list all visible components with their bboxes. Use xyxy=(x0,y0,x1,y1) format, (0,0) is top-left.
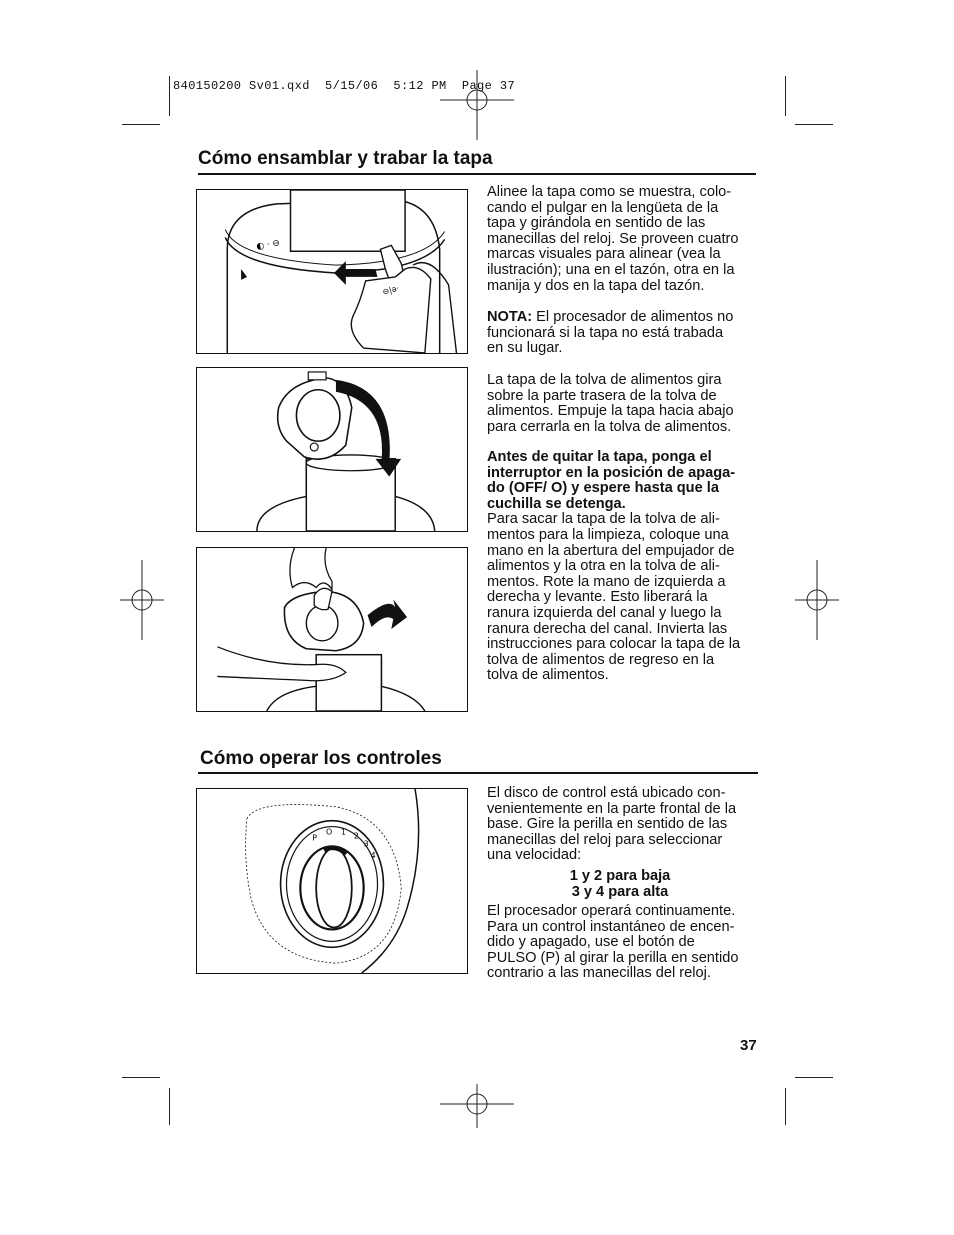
text-line: manija y dos en la tapa del tazón. xyxy=(487,277,705,294)
dial-label-2: 2 xyxy=(353,831,359,841)
text-line: mentos para la limpieza, coloque una xyxy=(487,526,729,543)
text-line: ranura derecha del canal. Invierta las xyxy=(487,620,728,637)
speed-settings xyxy=(540,869,700,900)
text-line: instrucciones para colocar la tapa de la xyxy=(487,636,741,653)
text-line: alimentos. Empuje la tapa hacia abajo xyxy=(487,403,734,420)
text-line: Alinee la tapa como se muestra, colo- xyxy=(487,184,732,200)
paragraph-align-lid xyxy=(487,185,738,294)
text-line: contrario a las manecillas del reloj. xyxy=(487,965,711,982)
text-line: derecha y levante. Esto liberará la xyxy=(487,589,708,606)
paragraph-note xyxy=(487,310,733,357)
paragraph-chute-lid xyxy=(487,373,734,435)
paragraph-pulse xyxy=(487,904,738,982)
dial-label-o: O xyxy=(326,827,333,837)
speed-low: 1 y 2 para baja xyxy=(569,868,671,884)
text-line: El disco de control está ubicado con- xyxy=(487,785,726,801)
text-line: alimentos y la otra en la tolva de ali- xyxy=(487,558,720,575)
dial-label-1: 1 xyxy=(340,827,346,837)
text-line: sobre la parte trasera de la tolva de xyxy=(487,387,717,404)
text-line: tapa y girándola en sentido de las xyxy=(487,215,706,232)
registration-mark-bottom xyxy=(440,1084,514,1128)
warning-line: cuchilla se detenga. xyxy=(487,495,626,512)
svg-text:◐ · ⊖: ◐ · ⊖ xyxy=(255,238,281,253)
section-rule-lid xyxy=(198,173,756,175)
text-line: mentos. Rote la mano de izquierda a xyxy=(487,573,726,590)
figure-align-lid xyxy=(196,189,468,354)
paragraph-remove-lid xyxy=(487,450,740,684)
text-line: Para un control instantáneo de encen- xyxy=(487,918,735,935)
text-line: dido y apagado, use el botón de xyxy=(487,934,695,951)
text-line: La tapa de la tolva de alimentos gira xyxy=(487,372,722,388)
text-line: manecillas del reloj. Se proveen cuatro xyxy=(487,230,739,247)
text-line: una velocidad: xyxy=(487,847,582,864)
speed-high: 3 y 4 para alta xyxy=(571,883,669,900)
registration-mark-left xyxy=(120,560,164,640)
dial-label-4: 4 xyxy=(370,851,376,861)
figure-control-dial xyxy=(196,788,468,974)
section-heading-lid: Cómo ensamblar y trabar la tapa xyxy=(198,148,493,169)
text-line: base. Gire la perilla en sentido de las xyxy=(487,816,728,833)
text-line: El procesador operará continuamente. xyxy=(487,903,736,919)
text-line: marcas visuales para alinear (vea la xyxy=(487,246,721,263)
text-line: en su lugar. xyxy=(487,340,563,357)
warning-line: interruptor en la posición de apaga- xyxy=(487,464,736,481)
section-rule-controls xyxy=(198,772,758,774)
paragraph-control-dial xyxy=(487,786,736,864)
dial-label-p: P xyxy=(312,833,317,843)
text-line: PULSO (P) al girar la perilla en sentido xyxy=(487,949,739,966)
text-line: funcionará si la tapa no está trabada xyxy=(487,324,724,341)
text-line: para cerrarla en la tolva de alimentos. xyxy=(487,418,732,435)
registration-mark-right xyxy=(795,560,839,640)
page-number: 37 xyxy=(740,1037,757,1054)
text-line: cando el pulgar en la lengüeta de la xyxy=(487,199,719,216)
text-line: tolva de alimentos de regreso en la xyxy=(487,651,715,668)
svg-text:⊖|ə·: ⊖|ə· xyxy=(381,283,400,297)
registration-mark-top xyxy=(440,70,514,140)
text-line: manecillas del reloj para seleccionar xyxy=(487,831,723,848)
text-line: venientemente en la parte frontal de la xyxy=(487,800,737,817)
figure-chute-lid xyxy=(196,367,468,532)
print-slug: 840150200 Sv01.qxd 5/15/06 5:12 PM Page 37 xyxy=(173,79,516,93)
section-heading-controls: Cómo operar los controles xyxy=(200,748,442,769)
text-line: Para sacar la tapa de la tolva de ali- xyxy=(487,511,720,528)
warning-line: do (OFF/ O) y espere hasta que la xyxy=(487,480,719,497)
dial-label-3: 3 xyxy=(363,839,369,849)
warning-line: Antes de quitar la tapa, ponga el xyxy=(487,449,712,465)
text-line: ranura izquierda del canal y luego la xyxy=(487,604,722,621)
text-line: ilustración); una en el tazón, otra en la xyxy=(487,261,735,278)
note-label: NOTA: xyxy=(487,309,533,325)
text-line: tolva de alimentos. xyxy=(487,667,609,684)
figure-remove-lid xyxy=(196,547,468,712)
text-line: mano en la abertura del empujador de xyxy=(487,542,735,559)
text-line: El procesador de alimentos no xyxy=(532,309,734,325)
